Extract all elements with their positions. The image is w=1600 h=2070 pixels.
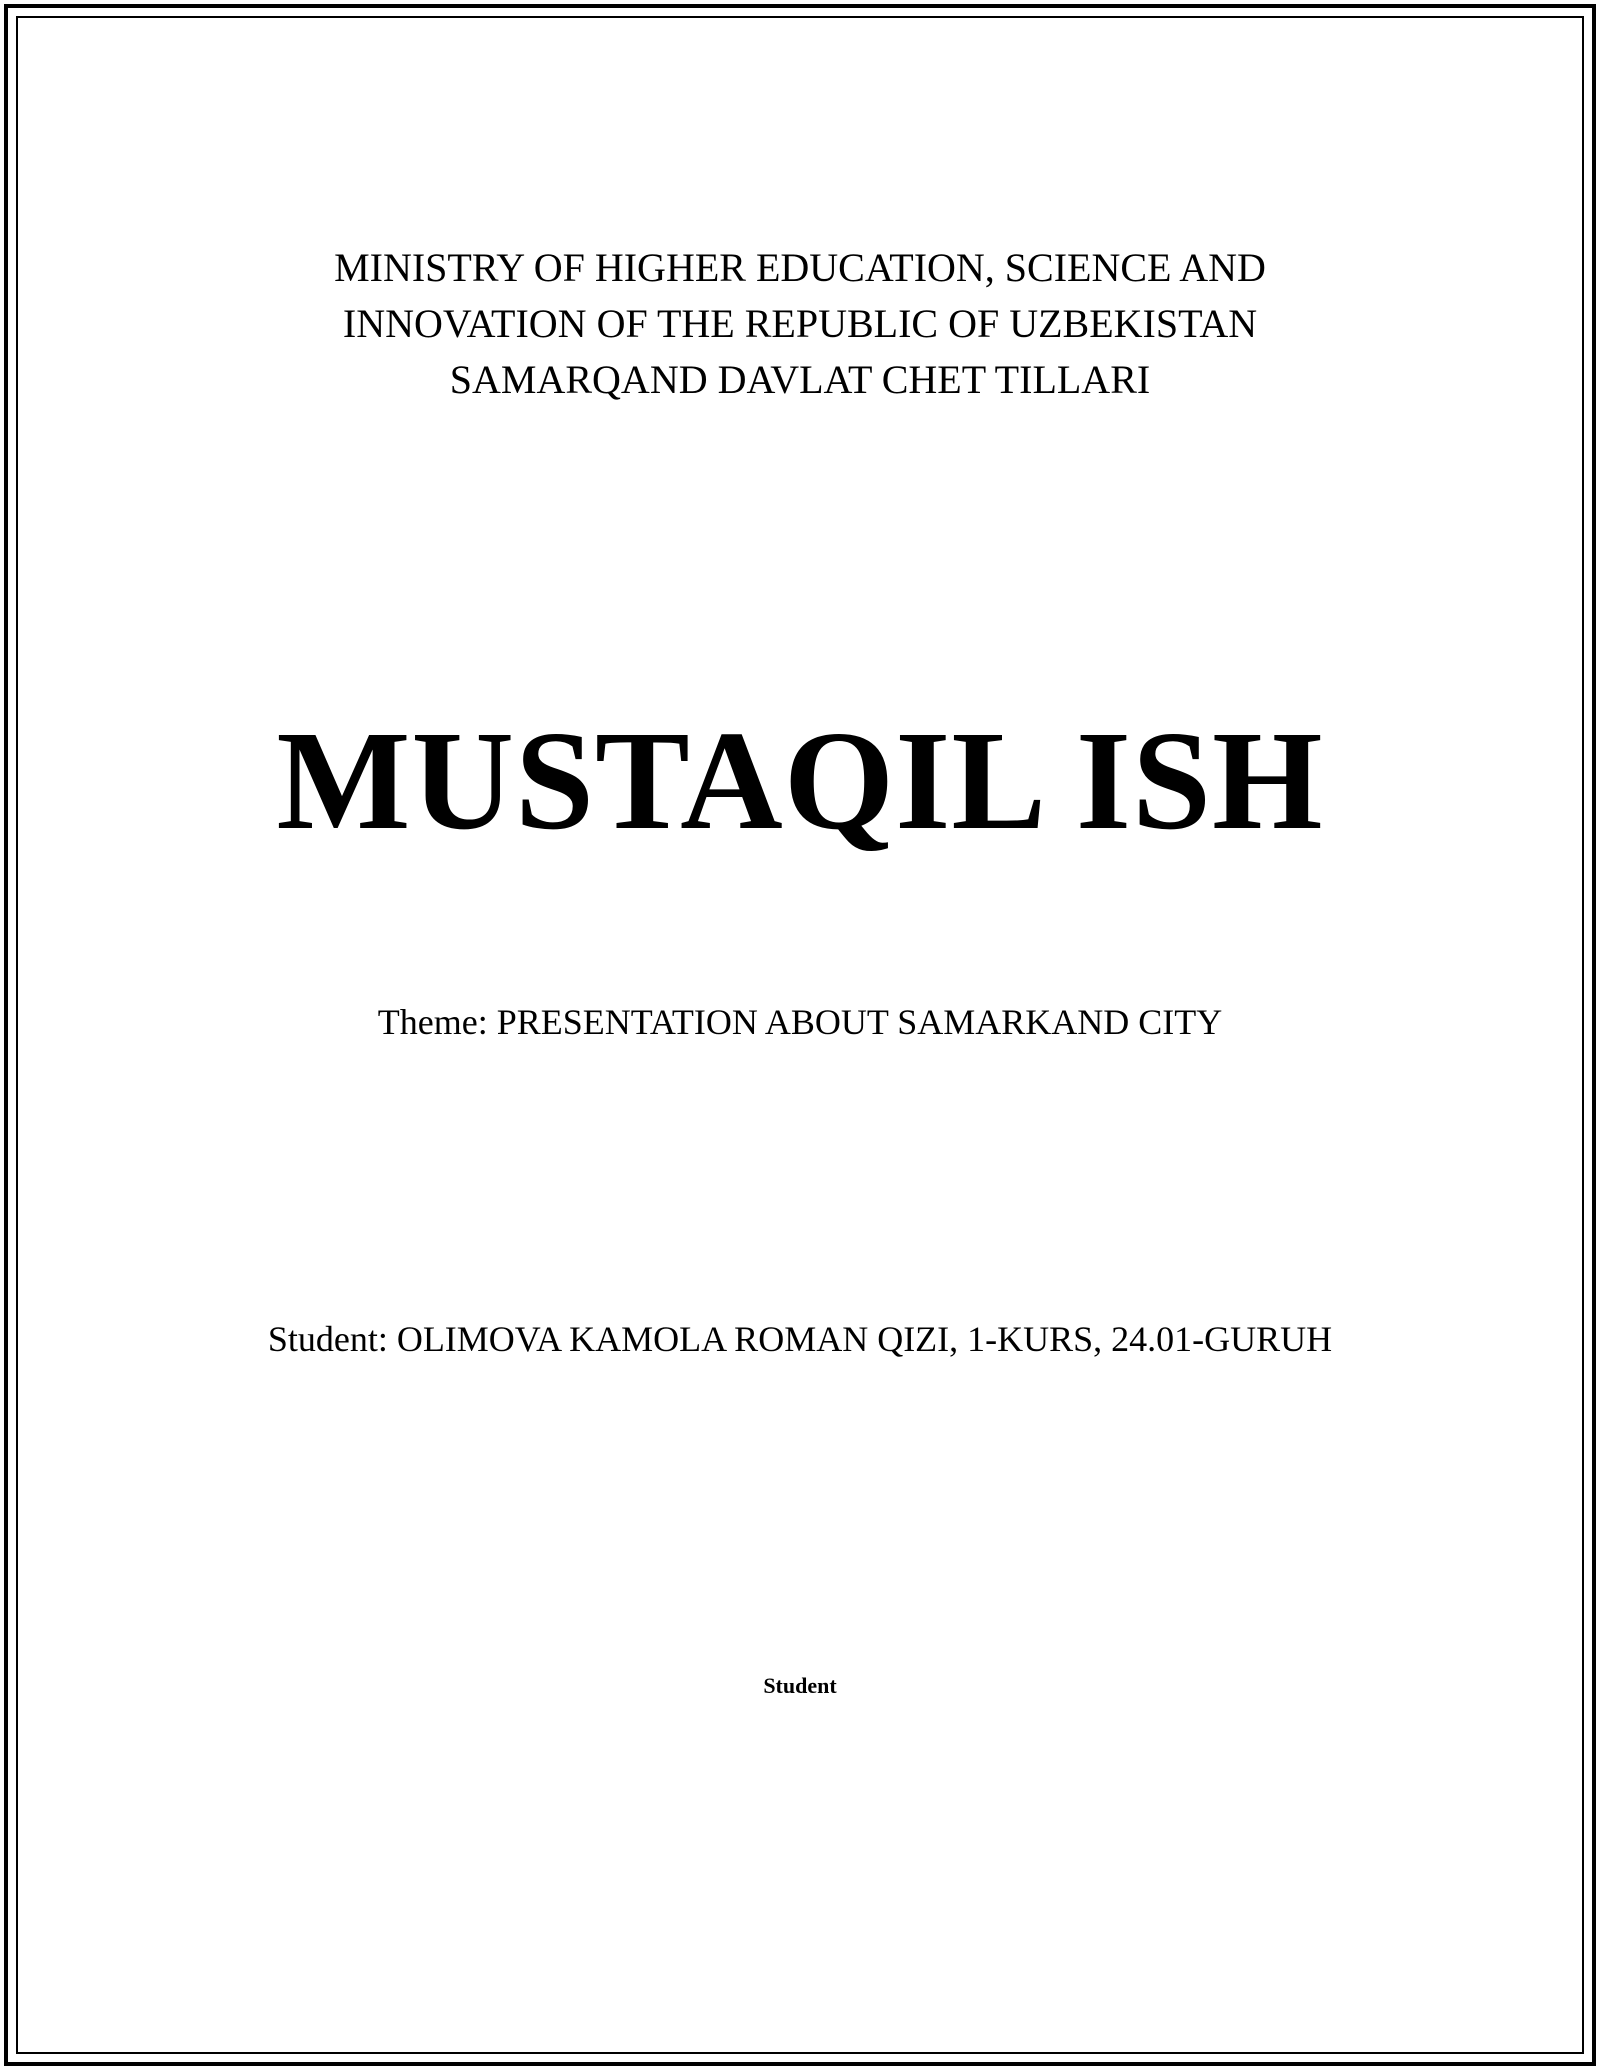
footer-student-label: Student: [763, 1673, 837, 1698]
institution-header: [0, 240, 1600, 408]
header-line: MINISTRY OF HIGHER EDUCATION, SCIENCE AND: [334, 245, 1266, 290]
header-line: SAMARQAND DAVLAT CHET TILLARI: [449, 357, 1151, 402]
student-info-line: Student: OLIMOVA KAMOLA ROMAN QIZI, 1-KURS, 24.01-GURUH: [267, 1319, 1333, 1359]
document-title: MUSTAQIL ISH: [276, 701, 1324, 859]
header-line: INNOVATION OF THE REPUBLIC OF UZBEKISTAN: [342, 301, 1258, 346]
theme-line: Theme: PRESENTATION ABOUT SAMARKAND CITY: [377, 1002, 1223, 1042]
